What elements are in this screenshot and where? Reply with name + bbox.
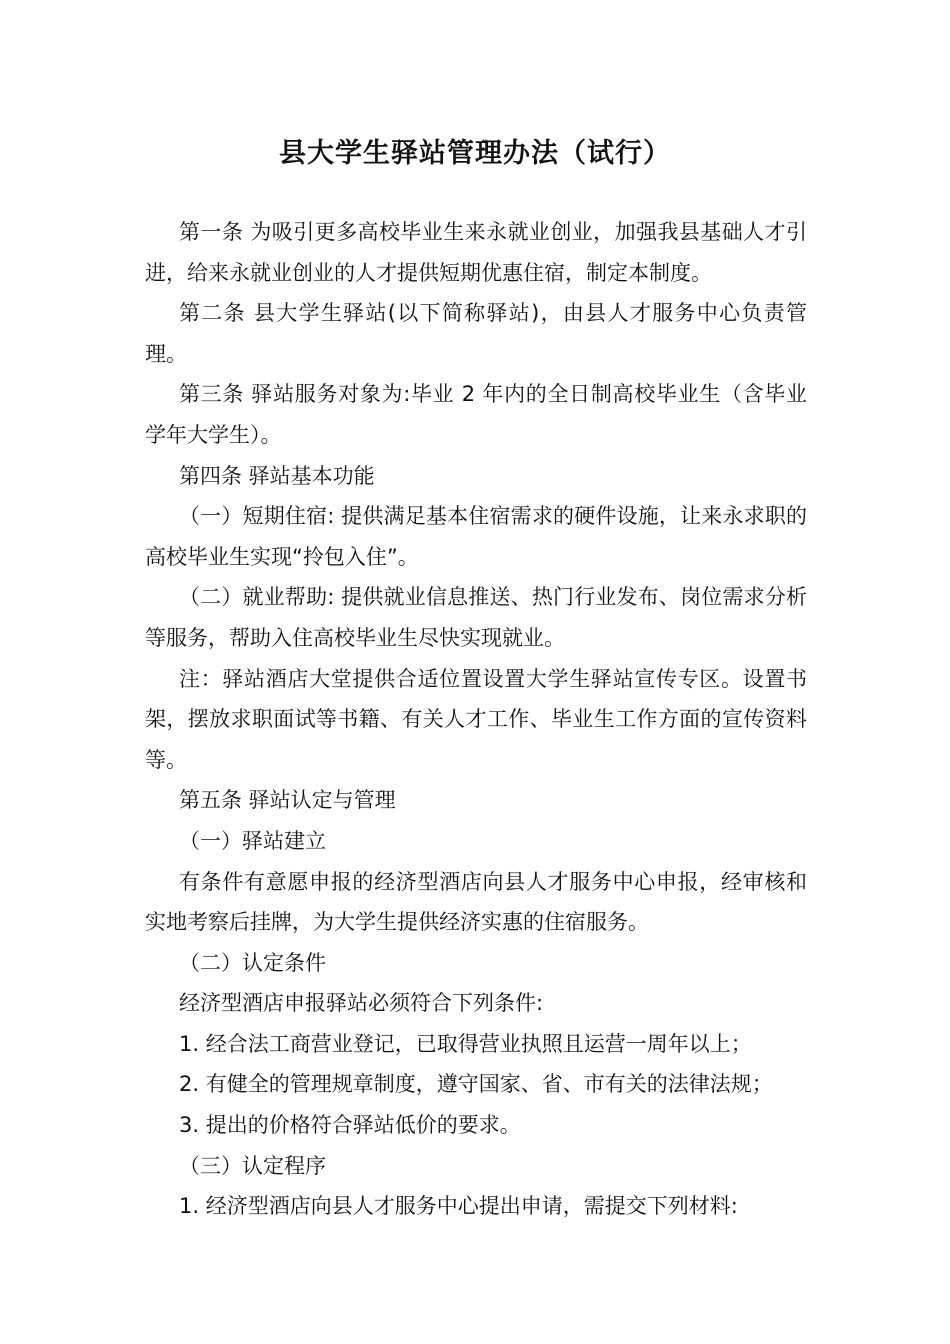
article-5-heading: 第五条 驿站认定与管理: [179, 788, 396, 813]
article-5-section-2-text: 经济型酒店申报驿站必须符合下列条件:: [179, 991, 544, 1016]
article-4-heading: 第四条 驿站基本功能: [179, 463, 375, 488]
article-3-paragraph: 第三条 驿站服务对象为:毕业 2 年内的全日制高校毕业生（含毕业学年大学生）。: [145, 382, 807, 447]
document-title: 县大学生驿站管理办法（试行）: [279, 138, 671, 169]
article-1-paragraph: 第一条 为吸引更多高校毕业生来永就业创业，加强我县基础人才引进，给来永就业创业的人才提供短期优惠住宿，制定本制度。: [145, 220, 807, 285]
condition-item-3: 3. 提出的价格符合驿站低价的要求。: [179, 1113, 521, 1138]
condition-item-2: 2. 有健全的管理规章制度，遵守国家、省、市有关的法律法规；: [179, 1072, 773, 1097]
article-4-item-1: （一）短期住宿: 提供满足基本住宿需求的硬件设施，让来永求职的高校毕业生实现“拎包入住”。: [145, 504, 807, 569]
article-5-section-3-heading: （三）认定程序: [179, 1153, 326, 1178]
article-4-note: 注：驿站酒店大堂提供合适位置设置大学生驿站宣传专区。设置书架，摆放求职面试等书籍、有关人才工作、毕业生工作方面的宣传资料等。: [145, 666, 807, 772]
article-2-paragraph: 第二条 县大学生驿站(以下简称驿站)，由县人才服务中心负责管理。: [145, 301, 807, 366]
article-5-section-1-text: 有条件有意愿申报的经济型酒店向县人才服务中心申报，经审核和实地考察后挂牌，为大学生提供经济实惠的住宿服务。: [145, 869, 807, 935]
article-5-section-2-heading: （二）认定条件: [179, 950, 326, 975]
procedure-item-1: 1. 经济型酒店向县人才服务中心提出申请，需提交下列材料:: [179, 1194, 738, 1219]
article-5-section-1-heading: （一）驿站建立: [179, 828, 326, 853]
document-body: [145, 212, 807, 1227]
article-4-item-2: （二）就业帮助: 提供就业信息推送、热门行业发布、岗位需求分析等服务，帮助入住高校毕业生尽快实现就业。: [145, 585, 807, 650]
condition-item-1: 1. 经合法工商营业登记，已取得营业执照且运营一周年以上；: [179, 1031, 752, 1056]
